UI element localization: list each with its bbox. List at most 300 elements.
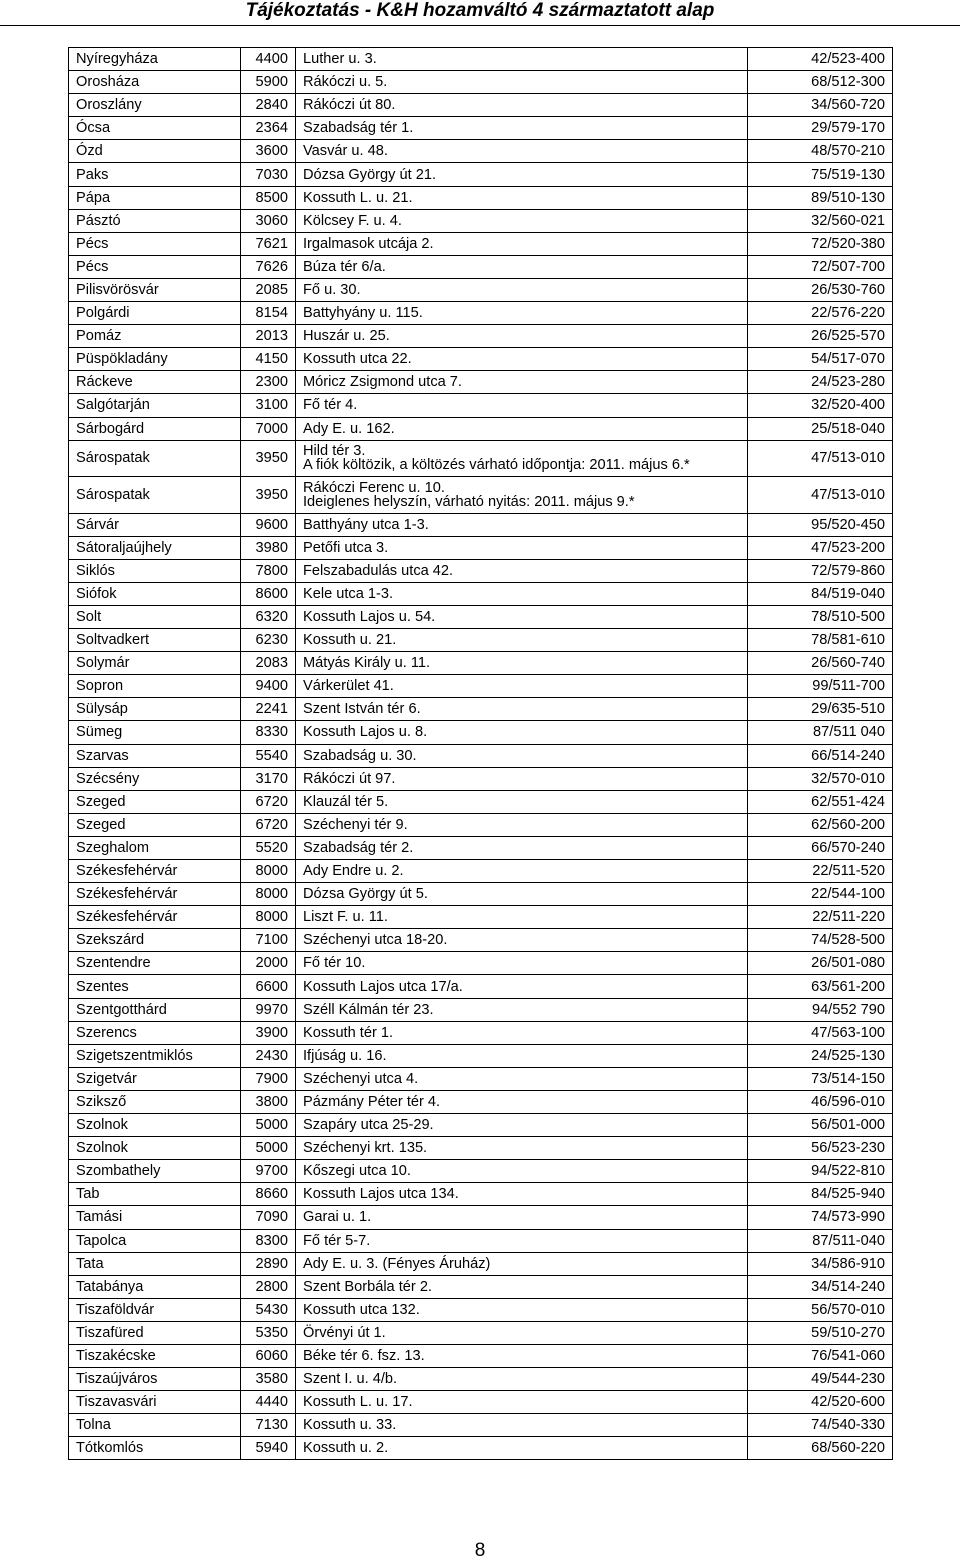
branch-city: Szeghalom [69,836,241,859]
branch-city: Nyíregyháza [69,48,241,71]
branch-address [296,417,748,440]
table-row [69,163,893,186]
branch-zip: 2840 [241,94,296,117]
branch-address-line: Ady Endre u. 2. [303,863,404,880]
branch-address-line: Ideiglenes helyszín, várható nyitás: 2011. május 9.* [303,493,635,510]
branch-zip: 7090 [241,1206,296,1229]
branch-city: Szécsény [69,767,241,790]
branch-phone: 42/523-400 [748,48,893,71]
branch-address [296,652,748,675]
branch-city: Paks [69,163,241,186]
branch-city: Tapolca [69,1229,241,1252]
table-row [69,860,893,883]
branch-address [296,1437,748,1460]
branch-phone: 34/586-910 [748,1252,893,1275]
branch-zip: 7100 [241,929,296,952]
branch-address [296,1391,748,1414]
branch-address [296,278,748,301]
branch-address-line: Battyhyány u. 115. [303,305,423,322]
table-row [69,394,893,417]
branch-address-line: Klauzál tér 5. [303,793,389,810]
table-row [69,1137,893,1160]
branch-zip: 5430 [241,1298,296,1321]
branch-address [296,325,748,348]
branch-address [296,536,748,559]
branch-zip: 9700 [241,1160,296,1183]
branch-zip: 9600 [241,513,296,536]
branch-phone: 42/520-600 [748,1391,893,1414]
branch-zip: 5520 [241,836,296,859]
branch-city: Sárbogárd [69,417,241,440]
branch-address-line: Kossuth u. 21. [303,632,397,649]
branch-phone: 22/511-220 [748,906,893,929]
branch-address [296,698,748,721]
branch-phone: 22/544-100 [748,883,893,906]
table-row [69,767,893,790]
branch-address [296,836,748,859]
branch-zip: 6600 [241,975,296,998]
table-row [69,1391,893,1414]
branch-address [296,209,748,232]
table-row [69,1229,893,1252]
branch-city: Salgótarján [69,394,241,417]
branch-zip: 3980 [241,536,296,559]
branch-zip: 9400 [241,675,296,698]
branch-zip: 3800 [241,1090,296,1113]
branch-phone: 72/507-700 [748,255,893,278]
branch-address [296,1414,748,1437]
branch-city: Ózd [69,140,241,163]
branch-address-line: Rákóczi u. 5. [303,74,388,91]
branch-address-line: Pázmány Péter tér 4. [303,1093,441,1110]
table-row [69,1252,893,1275]
branch-address-line: Felszabadulás utca 42. [303,562,454,579]
branch-phone: 22/511-520 [748,860,893,883]
branch-zip: 3060 [241,209,296,232]
branch-phone: 59/510-270 [748,1321,893,1344]
table-row [69,1275,893,1298]
branch-city: Orosháza [69,71,241,94]
branch-address [296,1229,748,1252]
branch-address-line: Várkerület 41. [303,678,394,695]
branch-address [296,371,748,394]
branch-zip: 5940 [241,1437,296,1460]
branch-address [296,255,748,278]
branch-city: Szigetvár [69,1067,241,1090]
table-row [69,698,893,721]
branch-address [296,906,748,929]
branch-zip: 3950 [241,440,296,477]
branch-phone: 66/570-240 [748,836,893,859]
branch-phone: 24/523-280 [748,371,893,394]
branch-address [296,998,748,1021]
branch-phone: 25/518-040 [748,417,893,440]
branch-address-line: Kossuth L. u. 17. [303,1394,413,1411]
branch-phone: 84/525-940 [748,1183,893,1206]
branch-phone: 87/511-040 [748,1229,893,1252]
branch-address-line: Örvényi út 1. [303,1324,386,1341]
branch-city: Tiszaújváros [69,1368,241,1391]
table-row [69,513,893,536]
branch-zip: 2083 [241,652,296,675]
branch-address-line: Kossuth Lajos utca 134. [303,1186,459,1203]
branch-address-line: Kossuth u. 2. [303,1440,389,1457]
branch-phone: 78/581-610 [748,629,893,652]
branch-city: Sátoraljaújhely [69,536,241,559]
branch-address [296,186,748,209]
branch-address [296,1114,748,1137]
branch-address-line: Rákóczi út 80. [303,97,396,114]
branch-phone: 32/520-400 [748,394,893,417]
branch-address-line: Kossuth Lajos u. 54. [303,609,436,626]
branch-phone: 34/514-240 [748,1275,893,1298]
branch-city: Székesfehérvár [69,906,241,929]
table-row [69,998,893,1021]
branch-city: Székesfehérvár [69,883,241,906]
branch-phone: 26/525-570 [748,325,893,348]
table-row [69,975,893,998]
branch-zip: 8500 [241,186,296,209]
branch-phone: 78/510-500 [748,605,893,628]
branch-address [296,1160,748,1183]
branch-city: Tata [69,1252,241,1275]
branch-address [296,117,748,140]
branch-zip: 8660 [241,1183,296,1206]
branch-phone: 74/540-330 [748,1414,893,1437]
branch-zip: 6720 [241,790,296,813]
table-row [69,348,893,371]
branch-address [296,440,748,477]
table-row [69,1021,893,1044]
branch-zip: 3900 [241,1021,296,1044]
branch-city: Pápa [69,186,241,209]
branch-zip: 8300 [241,1229,296,1252]
branch-zip: 7000 [241,417,296,440]
branch-city: Szolnok [69,1114,241,1137]
branch-address-line: Széchenyi utca 18-20. [303,932,448,949]
branch-address [296,48,748,71]
branch-address-line: Ifjúság u. 16. [303,1047,387,1064]
branch-address-line: Szent Borbála tér 2. [303,1278,432,1295]
branch-address [296,1298,748,1321]
branch-phone: 95/520-450 [748,513,893,536]
branch-address [296,860,748,883]
table-row [69,1321,893,1344]
table-row [69,325,893,348]
branch-address-line: Fő tér 5-7. [303,1232,371,1249]
table-row [69,371,893,394]
table-row [69,186,893,209]
branch-city: Pomáz [69,325,241,348]
branch-address [296,1206,748,1229]
table-row [69,1114,893,1137]
branch-phone: 56/501-000 [748,1114,893,1137]
table-row [69,1183,893,1206]
table-row [69,744,893,767]
branch-address [296,348,748,371]
branch-zip: 8600 [241,582,296,605]
branch-address [296,1368,748,1391]
branch-address-line: Garai u. 1. [303,1209,372,1226]
table-row [69,94,893,117]
branch-phone: 49/544-230 [748,1368,893,1391]
table-row [69,536,893,559]
branch-zip: 2241 [241,698,296,721]
branch-zip: 5000 [241,1137,296,1160]
branch-address [296,394,748,417]
branch-address-line: Szabadság tér 1. [303,120,414,137]
branch-city: Tamási [69,1206,241,1229]
branch-zip: 3170 [241,767,296,790]
branch-address-line: Luther u. 3. [303,51,377,68]
branch-city: Szentgotthárd [69,998,241,1021]
branch-city: Sárvár [69,513,241,536]
branch-address-line: Hild tér 3. [303,443,366,460]
branch-zip: 2430 [241,1044,296,1067]
table-row [69,1160,893,1183]
branch-phone: 34/560-720 [748,94,893,117]
branch-city: Ráckeve [69,371,241,394]
branch-city: Tiszaföldvár [69,1298,241,1321]
branch-phone: 66/514-240 [748,744,893,767]
table-row [69,477,893,514]
table-row [69,652,893,675]
branch-address-line: Vasvár u. 48. [303,143,388,160]
table-row [69,952,893,975]
branch-address [296,952,748,975]
branch-city: Tótkomlós [69,1437,241,1460]
table-row [69,278,893,301]
table-row [69,71,893,94]
branch-address [296,721,748,744]
branch-table [68,47,893,1460]
branch-address [296,582,748,605]
branch-address-line: Liszt F. u. 11. [303,909,388,926]
branch-address [296,790,748,813]
branch-city: Tiszakécske [69,1344,241,1367]
branch-zip: 4440 [241,1391,296,1414]
branch-phone: 72/579-860 [748,559,893,582]
branch-phone: 29/579-170 [748,117,893,140]
branch-city: Sárospatak [69,440,241,477]
branch-address-line: Fő tér 4. [303,397,358,414]
branch-city: Püspökladány [69,348,241,371]
branch-phone: 68/512-300 [748,71,893,94]
branch-address-line: Szapáry utca 25-29. [303,1117,434,1134]
branch-zip: 3580 [241,1368,296,1391]
branch-phone: 56/523-230 [748,1137,893,1160]
branch-zip: 9970 [241,998,296,1021]
branch-address-line: Móricz Zsigmond utca 7. [303,374,462,391]
branch-address [296,744,748,767]
branch-city: Sziksző [69,1090,241,1113]
branch-address [296,1321,748,1344]
table-row [69,1344,893,1367]
branch-zip: 2000 [241,952,296,975]
branch-city: Szentes [69,975,241,998]
table-row [69,813,893,836]
branch-address [296,813,748,836]
branch-city: Oroszlány [69,94,241,117]
branch-address-line: Fő u. 30. [303,281,361,298]
branch-zip: 2890 [241,1252,296,1275]
branch-city: Tatabánya [69,1275,241,1298]
branch-phone: 32/560-021 [748,209,893,232]
branch-city: Pécs [69,232,241,255]
branch-address-line: Ady E. u. 3. (Fényes Áruház) [303,1255,491,1272]
branch-phone: 63/561-200 [748,975,893,998]
branch-zip: 7130 [241,1414,296,1437]
branch-city: Pécs [69,255,241,278]
table-row [69,675,893,698]
branch-phone: 94/552 790 [748,998,893,1021]
branch-city: Pásztó [69,209,241,232]
branch-address-line: Kossuth Lajos utca 17/a. [303,978,463,995]
table-row [69,790,893,813]
branch-zip: 7030 [241,163,296,186]
branch-city: Soltvadkert [69,629,241,652]
branch-phone: 26/501-080 [748,952,893,975]
branch-city: Tiszavasvári [69,1391,241,1414]
table-row [69,255,893,278]
branch-address-line: Kele utca 1-3. [303,585,394,602]
table-row [69,302,893,325]
branch-phone: 46/596-010 [748,1090,893,1113]
branch-address [296,675,748,698]
branch-city: Sülysáp [69,698,241,721]
branch-city: Sárospatak [69,477,241,514]
branch-address [296,605,748,628]
branch-address-line: Búza tér 6/a. [303,258,386,275]
branch-zip: 8000 [241,883,296,906]
table-row [69,629,893,652]
branch-city: Szombathely [69,1160,241,1183]
branch-address-line: Széchenyi tér 9. [303,816,408,833]
branch-address [296,629,748,652]
branch-address [296,883,748,906]
branch-address-line: Dózsa György út 21. [303,166,437,183]
branch-address [296,232,748,255]
branch-zip: 2800 [241,1275,296,1298]
branch-zip: 7626 [241,255,296,278]
branch-phone: 62/560-200 [748,813,893,836]
branch-phone: 74/528-500 [748,929,893,952]
branch-phone: 54/517-070 [748,348,893,371]
branch-phone: 26/560-740 [748,652,893,675]
table-row [69,140,893,163]
branch-address-line: Kossuth utca 22. [303,351,412,368]
table-row [69,1090,893,1113]
branch-zip: 2085 [241,278,296,301]
branch-phone: 62/551-424 [748,790,893,813]
branch-address [296,1137,748,1160]
page-number: 8 [474,1540,486,1561]
branch-address [296,1183,748,1206]
branch-zip: 2364 [241,117,296,140]
branch-address [296,71,748,94]
branch-phone: 94/522-810 [748,1160,893,1183]
branch-address [296,1252,748,1275]
table-row [69,1206,893,1229]
branch-city: Polgárdi [69,302,241,325]
branch-address-line: Huszár u. 25. [303,328,390,345]
table-row [69,417,893,440]
branch-address [296,929,748,952]
table-row [69,1437,893,1460]
branch-address-line: Kossuth L. u. 21. [303,189,413,206]
table-row [69,836,893,859]
branch-phone: 22/576-220 [748,302,893,325]
branch-phone: 24/525-130 [748,1044,893,1067]
branch-phone: 56/570-010 [748,1298,893,1321]
branch-zip: 3600 [241,140,296,163]
branch-table-body [69,48,893,1460]
branch-city: Szolnok [69,1137,241,1160]
branch-address-line: Széchenyi krt. 135. [303,1140,428,1157]
table-row [69,559,893,582]
branch-address [296,1044,748,1067]
branch-address-line: A fiók költözik, a költözés várható időpontja: 2011. május 6.* [303,457,690,474]
branch-address-line: Rákóczi Ferenc u. 10. [303,479,445,496]
branch-city: Sopron [69,675,241,698]
table-row [69,929,893,952]
table-row [69,721,893,744]
table-row [69,48,893,71]
header-divider [0,25,960,26]
branch-city: Szeged [69,790,241,813]
branch-phone: 29/635-510 [748,698,893,721]
branch-city: Solt [69,605,241,628]
branch-city: Tab [69,1183,241,1206]
branch-address [296,1021,748,1044]
branch-phone: 68/560-220 [748,1437,893,1460]
branch-phone: 74/573-990 [748,1206,893,1229]
branch-phone: 47/513-010 [748,477,893,514]
branch-phone: 76/541-060 [748,1344,893,1367]
table-row [69,117,893,140]
branch-address-line: Petőfi utca 3. [303,539,389,556]
branch-city: Sümeg [69,721,241,744]
table-row [69,605,893,628]
branch-zip: 8000 [241,906,296,929]
branch-phone: 47/523-200 [748,536,893,559]
branch-zip: 7621 [241,232,296,255]
table-row [69,1368,893,1391]
table-row [69,906,893,929]
branch-city: Szentendre [69,952,241,975]
branch-address-line: Szent I. u. 4/b. [303,1371,398,1388]
branch-zip: 6230 [241,629,296,652]
branch-city: Ócsa [69,117,241,140]
table-row [69,1044,893,1067]
branch-address-line: Kőszegi utca 10. [303,1163,411,1180]
branch-address-line: Dózsa György út 5. [303,886,428,903]
branch-address-line: Fő tér 10. [303,955,366,972]
branch-phone: 89/510-130 [748,186,893,209]
branch-address [296,163,748,186]
branch-phone: 26/530-760 [748,278,893,301]
branch-address [296,767,748,790]
table-row [69,1414,893,1437]
branch-address [296,559,748,582]
branch-zip: 5900 [241,71,296,94]
branch-phone: 87/511 040 [748,721,893,744]
branch-address-line: Szabadság tér 2. [303,839,414,856]
branch-zip: 7900 [241,1067,296,1090]
table-row [69,582,893,605]
branch-address [296,140,748,163]
branch-zip: 2013 [241,325,296,348]
